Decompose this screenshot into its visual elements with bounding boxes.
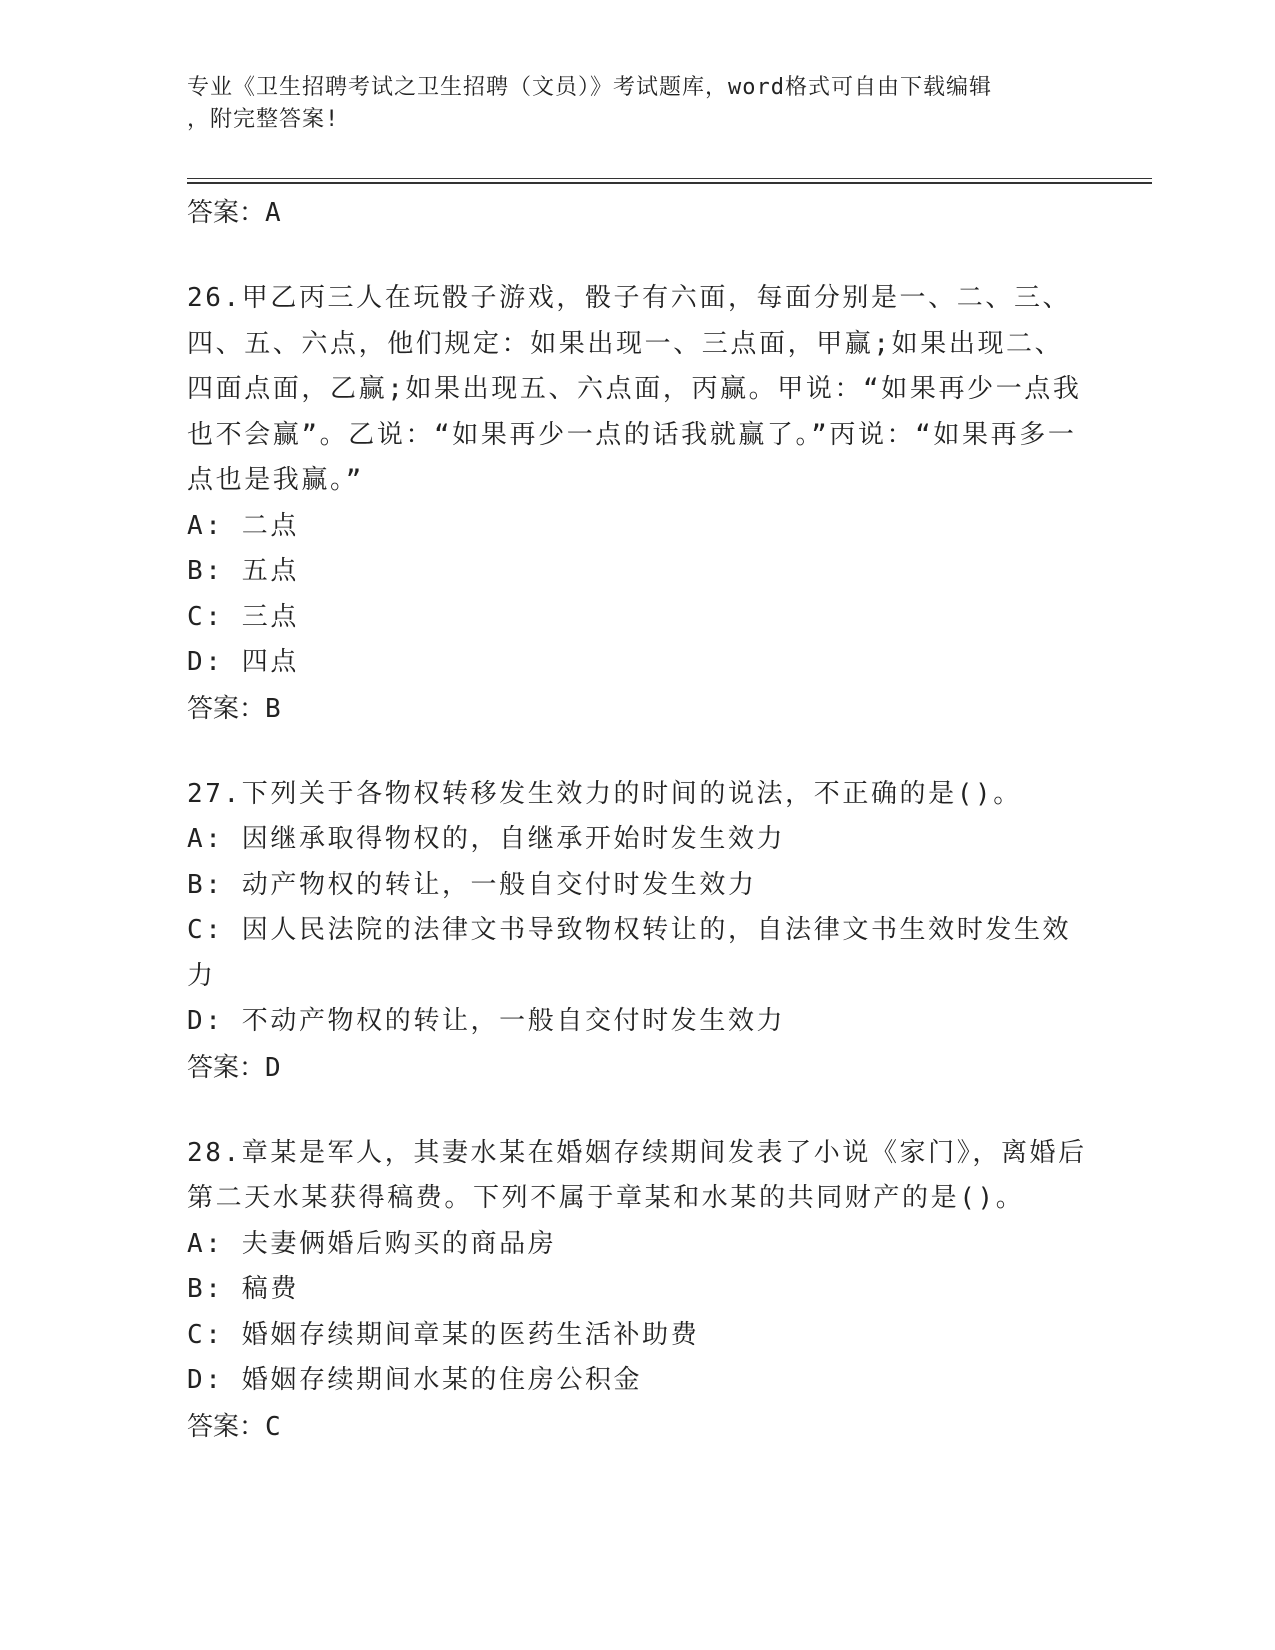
header-line-2: ，附完整答案! (187, 107, 340, 132)
option-b: B: 动产物权的转让，一般自交付时发生效力 (187, 869, 757, 900)
answer-label: 答案： (187, 198, 266, 228)
header-divider-thick (187, 182, 1152, 184)
answer-value: C (265, 1411, 281, 1442)
question-28 (187, 1131, 1087, 1404)
answer-label: 答案： (187, 693, 266, 724)
option-c: C: 因人民法院的法律文书导致物权转让的，自法律文书生效时发生效力 (187, 915, 1072, 991)
option-b: B: 五点 (187, 556, 299, 586)
option-c: C: 婚姻存续期间章某的医药生活补助费 (187, 1319, 700, 1350)
answer-value: B (265, 693, 281, 724)
answer-line (187, 1404, 1087, 1450)
option-a: A: 夫妻俩婚后购买的商品房 (187, 1228, 557, 1259)
option-b: B: 稿费 (187, 1274, 299, 1304)
spacer (187, 1091, 1087, 1131)
option-a: A: 二点 (187, 510, 299, 541)
answer-line (187, 686, 1087, 732)
question-stem: 26.甲乙丙三人在玩骰子游戏，骰子有六面，每面分别是一、二、三、四、五、六点，他们规定：如果出现一、三点面，甲赢;如果出现二、四面点面，乙赢;如果出现五、六点面，丙赢。甲说：“如果再少一点我也不会赢”。乙说：“如果再少一点的话我就赢了。”丙说：“如果再多一点也是我赢。” (187, 283, 1082, 495)
answer-label: 答案： (187, 1052, 266, 1083)
answer-line (187, 1045, 1087, 1091)
question-26 (187, 276, 1087, 686)
option-c: C: 三点 (187, 601, 299, 632)
option-d: D: 不动产物权的转让，一般自交付时发生效力 (187, 1006, 786, 1036)
document-body (187, 190, 1087, 1450)
option-d: D: 婚姻存续期间水某的住房公积金 (187, 1365, 643, 1395)
header-line-1: 专业《卫生招聘考试之卫生招聘（文员）》考试题库，word格式可自由下载编辑 (187, 75, 992, 100)
answer-label: 答案： (187, 1411, 266, 1442)
option-d: D: 四点 (187, 647, 299, 677)
document-header (187, 72, 1067, 136)
question-stem: 27.下列关于各物权转移发生效力的时间的说法，不正确的是()。 (187, 778, 1022, 809)
spacer (187, 732, 1087, 772)
answer-value: A (265, 198, 281, 228)
spacer (187, 236, 1087, 276)
answer-value: D (265, 1052, 281, 1083)
answer-line-prev (187, 190, 1087, 236)
option-a: A: 因继承取得物权的，自继承开始时发生效力 (187, 824, 786, 854)
question-stem: 28.章某是军人，其妻水某在婚姻存续期间发表了小说《家门》，离婚后第二天水某获得稿费。下列不属于章某和水某的共同财产的是()。 (187, 1137, 1087, 1213)
header-divider-thin (187, 178, 1152, 179)
question-27 (187, 772, 1087, 1045)
